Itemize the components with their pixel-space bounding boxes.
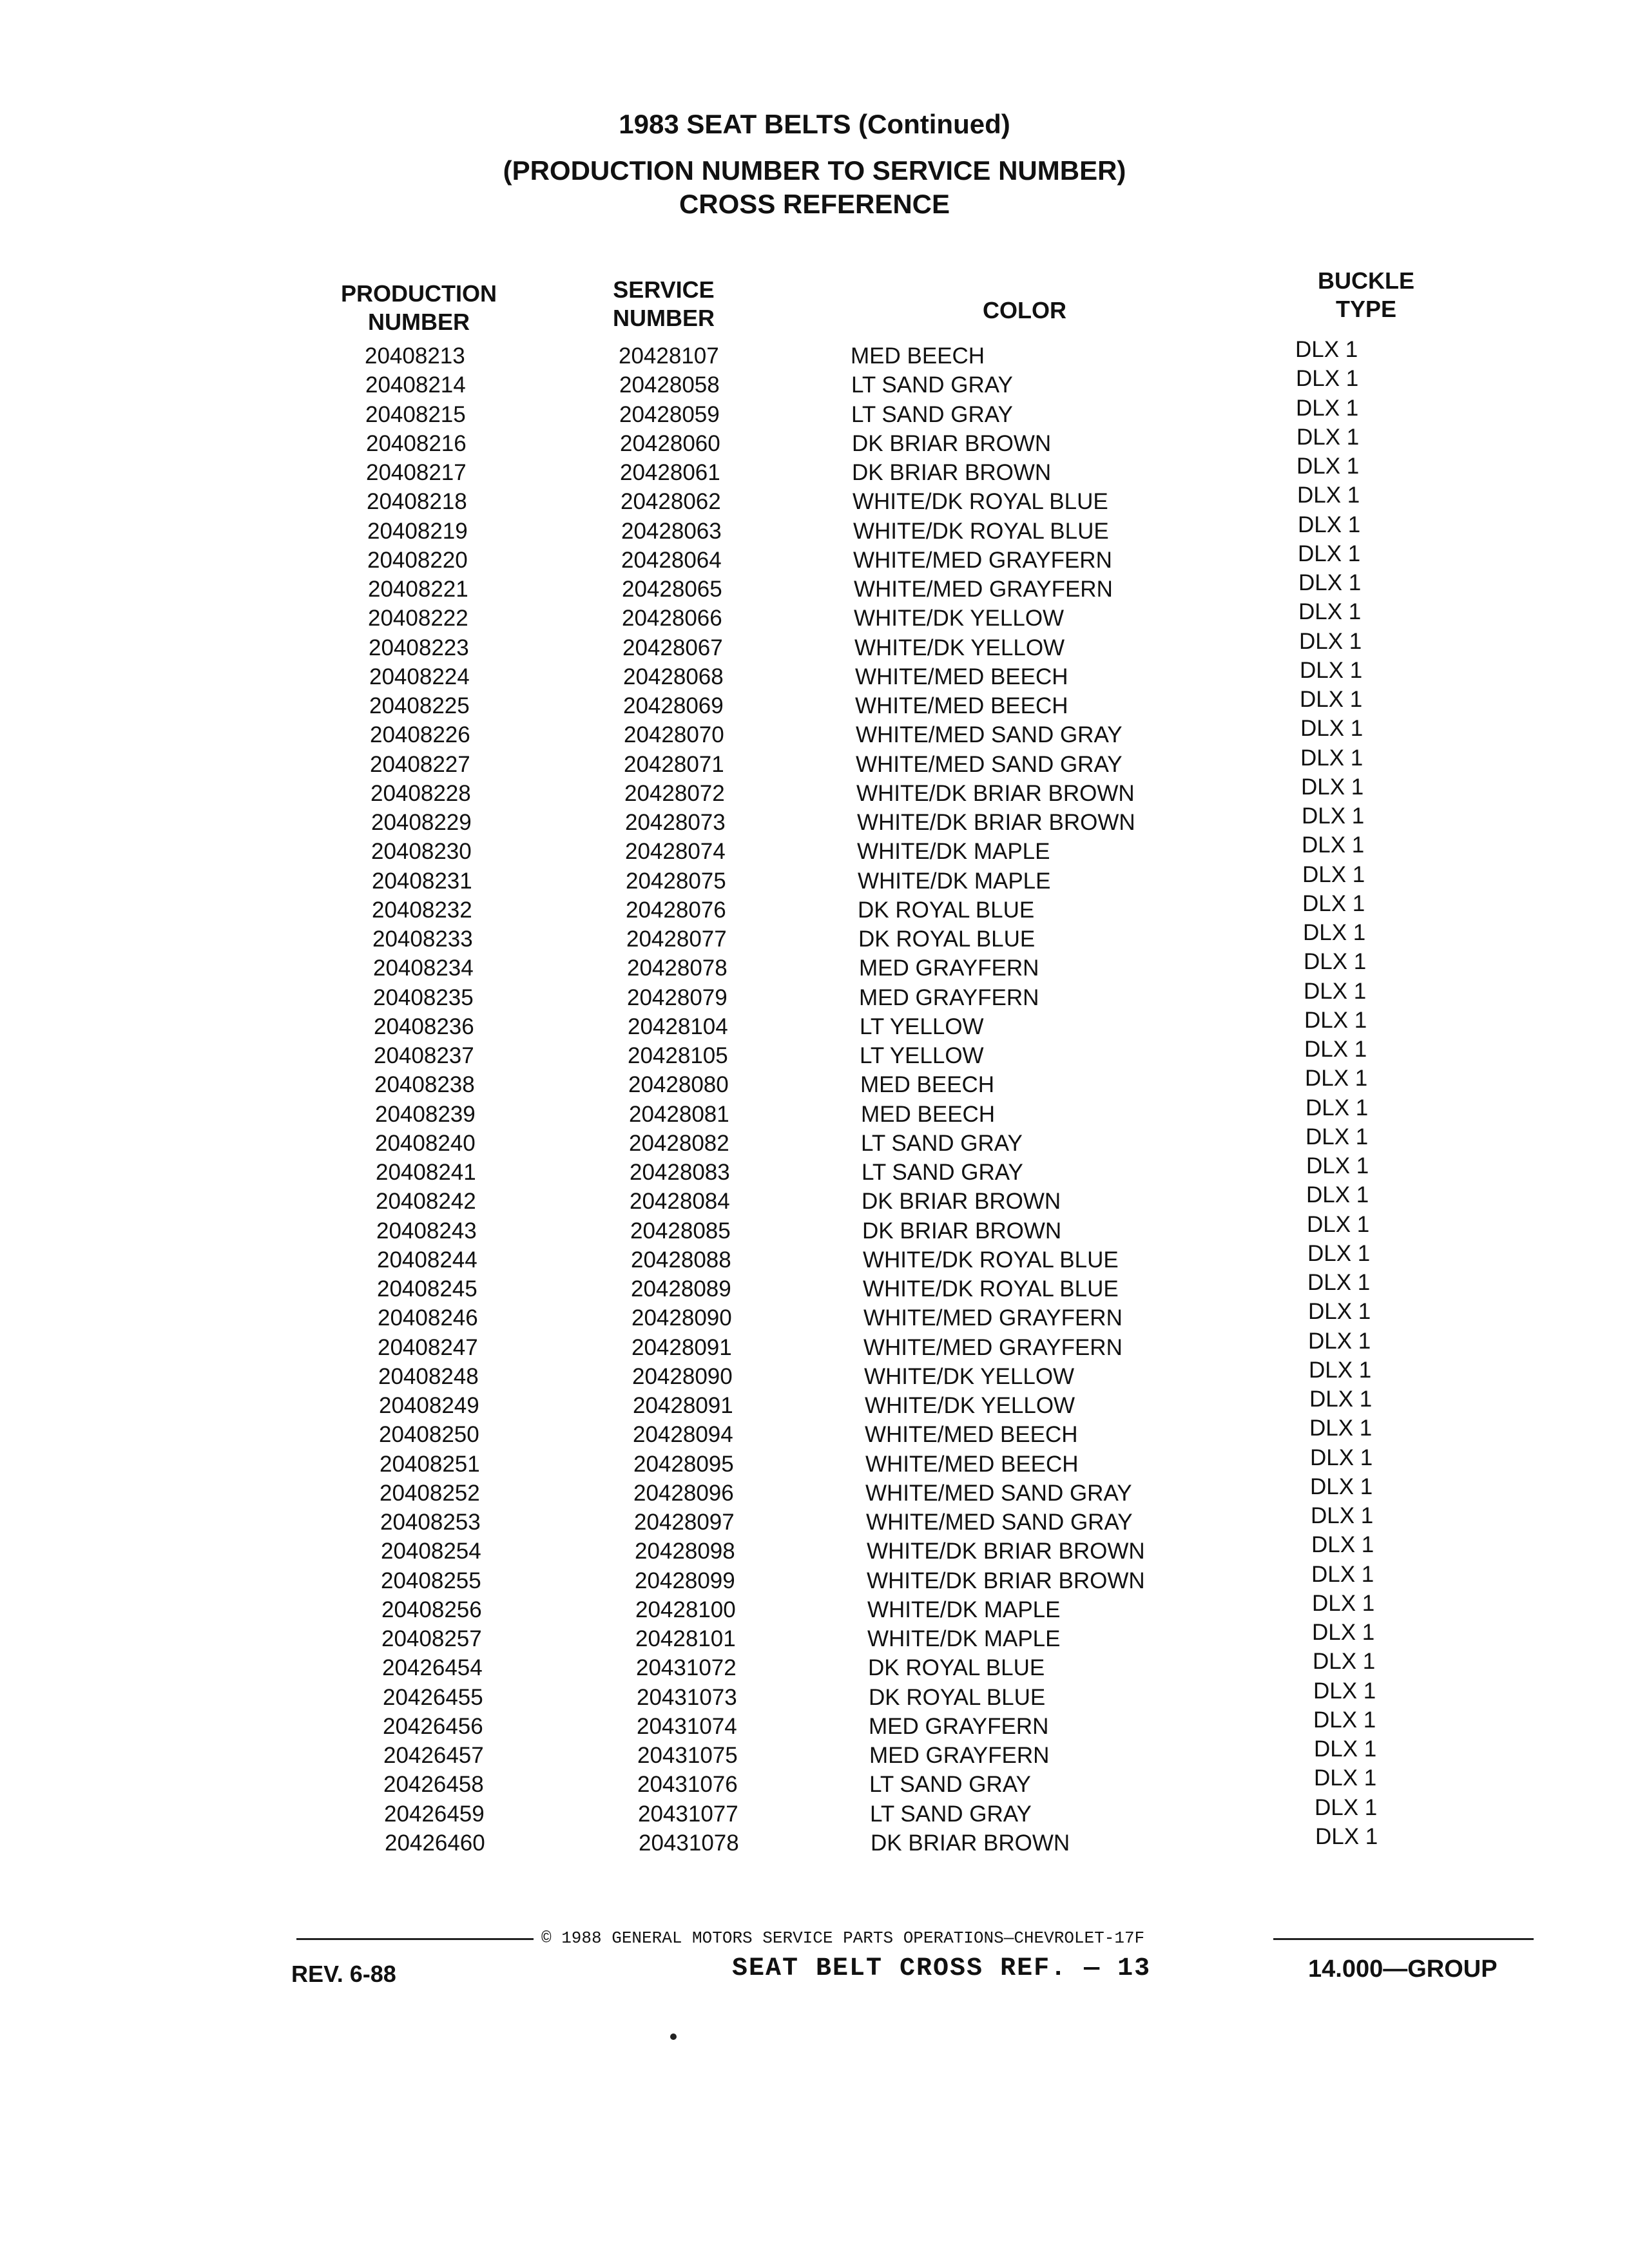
color-cell: WHITE/MED SAND GRAY — [856, 722, 1123, 748]
table-row — [0, 657, 1629, 691]
buckle-type-cell: DLX 1 — [1296, 395, 1359, 421]
service-number-cell: 20428083 — [630, 1160, 730, 1185]
color-cell: WHITE/DK ROYAL BLUE — [853, 518, 1109, 544]
color-cell: MED GRAYFERN — [859, 985, 1039, 1010]
service-number-cell: 20428074 — [625, 839, 726, 865]
table-row — [0, 628, 1629, 662]
copyright-notice: © 1988 GENERAL MOTORS SERVICE PARTS OPERATIONS—CHEVROLET-17F — [541, 1928, 1145, 1948]
table-row — [0, 1678, 1629, 1712]
table-row — [0, 1270, 1629, 1303]
footer-rule-right — [1273, 1938, 1534, 1940]
color-cell: WHITE/MED SAND GRAY — [866, 1510, 1133, 1535]
buckle-type-cell: DLX 1 — [1312, 1590, 1375, 1616]
table-row — [0, 1532, 1629, 1566]
service-number-cell: 20428104 — [628, 1014, 728, 1039]
color-cell: WHITE/DK ROYAL BLUE — [863, 1276, 1119, 1302]
color-cell: WHITE/DK BRIAR BROWN — [856, 780, 1135, 806]
color-cell: LT SAND GRAY — [851, 372, 1013, 398]
color-cell: DK ROYAL BLUE — [869, 1684, 1046, 1710]
buckle-type-cell: DLX 1 — [1315, 1794, 1378, 1820]
production-number-cell: 20408224 — [369, 664, 470, 689]
buckle-type-cell: DLX 1 — [1304, 1007, 1367, 1033]
color-cell: DK BRIAR BROWN — [862, 1218, 1062, 1244]
color-cell: WHITE/MED BEECH — [865, 1422, 1078, 1448]
table-row — [0, 1765, 1629, 1799]
table-row — [0, 570, 1629, 604]
color-cell: WHITE/MED GRAYFERN — [853, 547, 1112, 573]
table-row — [0, 803, 1629, 837]
service-number-cell: 20428098 — [635, 1539, 735, 1564]
production-number-cell: 20408246 — [378, 1305, 478, 1331]
production-number-cell: 20408247 — [378, 1334, 478, 1360]
service-number-cell: 20428078 — [627, 956, 728, 981]
production-number-cell: 20408231 — [372, 868, 472, 894]
production-number-cell: 20408251 — [380, 1451, 480, 1477]
buckle-type-cell: DLX 1 — [1295, 337, 1358, 362]
table-row — [0, 1240, 1629, 1274]
page-title: 1983 SEAT BELTS (Continued) — [619, 109, 1010, 139]
buckle-type-cell: DLX 1 — [1296, 454, 1360, 479]
service-number-cell: 20431077 — [638, 1801, 738, 1827]
buckle-type-cell: DLX 1 — [1300, 657, 1363, 683]
color-cell: WHITE/DK BRIAR BROWN — [867, 1539, 1145, 1564]
service-number-cell: 20428077 — [626, 927, 727, 952]
service-number-cell: 20428099 — [635, 1568, 735, 1593]
production-number-cell: 20408252 — [380, 1480, 480, 1506]
color-cell: WHITE/DK BRIAR BROWN — [867, 1568, 1145, 1593]
production-number-cell: 20408230 — [371, 839, 472, 865]
production-number-cell: 20408225 — [369, 693, 470, 718]
buckle-type-cell: DLX 1 — [1302, 832, 1365, 858]
buckle-type-cell: DLX 1 — [1304, 978, 1367, 1004]
buckle-type-cell: DLX 1 — [1309, 1387, 1373, 1412]
table-row — [0, 890, 1629, 925]
buckle-type-cell: DLX 1 — [1299, 628, 1362, 654]
color-cell: LT SAND GRAY — [861, 1130, 1023, 1156]
buckle-type-cell: DLX 1 — [1312, 1620, 1375, 1645]
service-number-cell: 20428062 — [621, 489, 721, 515]
production-number-cell: 20426458 — [383, 1772, 484, 1798]
buckle-type-cell: DLX 1 — [1301, 774, 1364, 800]
table-row — [0, 745, 1629, 779]
service-number-cell: 20428063 — [621, 518, 722, 544]
section-title: SEAT BELT CROSS REF. — 13 — [732, 1954, 1152, 1983]
production-number-cell: 20408232 — [372, 897, 472, 923]
buckle-type-cell: DLX 1 — [1298, 541, 1361, 566]
buckle-type-cell: DLX 1 — [1296, 366, 1359, 392]
table-row — [0, 1037, 1629, 1070]
buckle-type-cell: DLX 1 — [1307, 1270, 1371, 1295]
production-number-cell: 20408244 — [377, 1247, 477, 1273]
service-number-cell: 20428073 — [625, 810, 726, 835]
production-number-cell: 20408255 — [381, 1568, 481, 1593]
service-number-cell: 20428058 — [619, 372, 720, 398]
cross-reference-table — [0, 337, 1629, 1858]
page-subtitle: (PRODUCTION NUMBER TO SERVICE NUMBER) — [503, 155, 1126, 186]
service-number-cell: 20428060 — [620, 430, 720, 456]
buckle-type-cell: DLX 1 — [1311, 1532, 1374, 1558]
production-number-cell: 20408248 — [378, 1363, 479, 1389]
color-cell: WHITE/DK ROYAL BLUE — [863, 1247, 1119, 1273]
color-cell: DK BRIAR BROWN — [862, 1189, 1061, 1215]
production-number-cell: 20408227 — [370, 751, 470, 777]
table-row — [0, 1561, 1629, 1595]
color-cell: WHITE/DK YELLOW — [854, 635, 1065, 660]
table-row — [0, 1823, 1629, 1858]
production-number-cell: 20408256 — [381, 1597, 482, 1622]
production-number-cell: 20408238 — [374, 1072, 475, 1098]
production-number-cell: 20408243 — [376, 1218, 477, 1244]
service-number-cell: 20428097 — [634, 1510, 735, 1535]
table-row — [0, 337, 1629, 370]
color-cell: WHITE/MED GRAYFERN — [863, 1305, 1123, 1331]
buckle-type-cell: DLX 1 — [1302, 803, 1365, 829]
service-number-cell: 20428072 — [624, 780, 725, 806]
buckle-type-cell: DLX 1 — [1302, 890, 1365, 916]
revision-label: REV. 6-88 — [291, 1961, 396, 1987]
color-cell: MED BEECH — [861, 1101, 996, 1127]
header-buckle-line1: BUCKLE — [1318, 267, 1414, 294]
service-number-cell: 20428082 — [629, 1130, 729, 1156]
production-number-cell: 20408242 — [376, 1189, 476, 1215]
service-number-cell: 20428076 — [626, 897, 726, 923]
color-cell: WHITE/DK MAPLE — [858, 868, 1051, 894]
table-row — [0, 920, 1629, 954]
table-row — [0, 1153, 1629, 1187]
buckle-type-cell: DLX 1 — [1300, 687, 1363, 712]
table-row — [0, 1590, 1629, 1624]
color-cell: DK BRIAR BROWN — [852, 460, 1052, 485]
service-number-cell: 20428094 — [633, 1422, 733, 1448]
table-row — [0, 978, 1629, 1012]
table-row — [0, 1794, 1629, 1829]
buckle-type-cell: DLX 1 — [1310, 1445, 1373, 1470]
service-number-cell: 20431078 — [639, 1830, 739, 1856]
stray-dot — [670, 2033, 677, 2040]
table-row — [0, 1357, 1629, 1391]
production-number-cell: 20408249 — [379, 1393, 479, 1418]
buckle-type-cell: DLX 1 — [1310, 1474, 1373, 1499]
service-number-cell: 20428089 — [631, 1276, 731, 1302]
header-color: COLOR — [983, 297, 1066, 323]
color-cell: MED GRAYFERN — [869, 1713, 1049, 1739]
service-number-cell: 20428101 — [635, 1626, 736, 1651]
color-cell: LT SAND GRAY — [870, 1801, 1032, 1827]
production-number-cell: 20408219 — [367, 518, 468, 544]
header-production-line2: NUMBER — [368, 309, 470, 335]
production-number-cell: 20408235 — [373, 985, 474, 1010]
table-row — [0, 454, 1629, 487]
production-number-cell: 20426459 — [384, 1801, 485, 1827]
color-cell: DK ROYAL BLUE — [858, 897, 1035, 923]
header-production-line1: PRODUCTION — [341, 280, 497, 307]
table-row — [0, 1649, 1629, 1682]
buckle-type-cell: DLX 1 — [1305, 1066, 1368, 1091]
service-number-cell: 20428064 — [621, 547, 722, 573]
color-cell: WHITE/MED SAND GRAY — [856, 751, 1123, 777]
buckle-type-cell: DLX 1 — [1313, 1649, 1376, 1675]
production-number-cell: 20408241 — [376, 1160, 476, 1185]
buckle-type-cell: DLX 1 — [1298, 512, 1361, 537]
color-cell: WHITE/DK MAPLE — [857, 839, 1050, 865]
production-number-cell: 20426456 — [383, 1713, 483, 1739]
service-number-cell: 20428091 — [631, 1334, 732, 1360]
buckle-type-cell: DLX 1 — [1314, 1765, 1377, 1791]
buckle-type-cell: DLX 1 — [1298, 599, 1362, 625]
buckle-type-cell: DLX 1 — [1313, 1678, 1376, 1704]
production-number-cell: 20408217 — [366, 460, 467, 485]
buckle-type-cell: DLX 1 — [1308, 1299, 1371, 1325]
table-row — [0, 395, 1629, 429]
table-row — [0, 1007, 1629, 1041]
table-row — [0, 1211, 1629, 1245]
table-row — [0, 1474, 1629, 1508]
table-row — [0, 541, 1629, 575]
table-row — [0, 1736, 1629, 1770]
production-number-cell: 20408213 — [365, 343, 465, 369]
service-number-cell: 20428091 — [633, 1393, 733, 1418]
service-number-cell: 20428061 — [620, 460, 720, 485]
color-cell: DK ROYAL BLUE — [868, 1655, 1045, 1681]
production-number-cell: 20408245 — [377, 1276, 477, 1302]
service-number-cell: 20428079 — [627, 985, 728, 1010]
color-cell: LT SAND GRAY — [851, 401, 1013, 427]
color-cell: LT SAND GRAY — [862, 1160, 1023, 1185]
table-row — [0, 424, 1629, 458]
color-cell: WHITE/DK MAPLE — [867, 1626, 1061, 1651]
table-row — [0, 1328, 1629, 1362]
service-number-cell: 20431072 — [636, 1655, 737, 1681]
production-number-cell: 20408228 — [371, 780, 471, 806]
buckle-type-cell: DLX 1 — [1296, 424, 1360, 450]
color-cell: LT SAND GRAY — [869, 1772, 1031, 1798]
table-row — [0, 861, 1629, 896]
service-number-cell: 20431075 — [637, 1743, 738, 1768]
color-cell: LT YELLOW — [860, 1014, 984, 1039]
header-service-line2: NUMBER — [613, 305, 715, 331]
service-number-cell: 20431073 — [637, 1684, 737, 1710]
table-row — [0, 716, 1629, 749]
service-number-cell: 20428095 — [633, 1451, 734, 1477]
table-row — [0, 366, 1629, 399]
table-row — [0, 1182, 1629, 1216]
table-row — [0, 483, 1629, 516]
service-number-cell: 20428080 — [628, 1072, 729, 1098]
header-buckle-type — [1282, 267, 1450, 323]
table-row — [0, 1707, 1629, 1741]
production-number-cell: 20408218 — [367, 489, 467, 515]
production-number-cell: 20426457 — [383, 1743, 484, 1768]
buckle-type-cell: DLX 1 — [1306, 1095, 1369, 1120]
color-cell: MED GRAYFERN — [859, 956, 1039, 981]
production-number-cell: 20408250 — [379, 1422, 479, 1448]
buckle-type-cell: DLX 1 — [1297, 483, 1360, 508]
production-number-cell: 20426455 — [383, 1684, 483, 1710]
service-number-cell: 20428096 — [633, 1480, 734, 1506]
service-number-cell: 20428107 — [619, 343, 719, 369]
production-number-cell: 20408240 — [375, 1130, 476, 1156]
production-number-cell: 20408253 — [380, 1510, 481, 1535]
buckle-type-cell: DLX 1 — [1311, 1503, 1374, 1528]
buckle-type-cell: DLX 1 — [1300, 716, 1364, 742]
production-number-cell: 20408257 — [381, 1626, 482, 1651]
color-cell: WHITE/MED SAND GRAY — [865, 1480, 1132, 1506]
service-number-cell: 20428066 — [622, 606, 722, 631]
color-cell: WHITE/DK YELLOW — [854, 606, 1065, 631]
color-cell: DK BRIAR BROWN — [852, 430, 1052, 456]
page-subtitle-2: CROSS REFERENCE — [679, 189, 950, 219]
buckle-type-cell: DLX 1 — [1298, 570, 1362, 595]
buckle-type-cell: DLX 1 — [1313, 1707, 1376, 1733]
table-row — [0, 1503, 1629, 1537]
service-number-cell: 20428068 — [623, 664, 724, 689]
table-row — [0, 1445, 1629, 1479]
buckle-type-cell: DLX 1 — [1309, 1357, 1372, 1383]
table-row — [0, 774, 1629, 808]
buckle-type-cell: DLX 1 — [1306, 1182, 1369, 1208]
buckle-type-cell: DLX 1 — [1311, 1561, 1374, 1587]
header-service-number — [580, 276, 747, 332]
production-number-cell: 20408237 — [374, 1043, 474, 1068]
production-number-cell: 20408239 — [375, 1101, 476, 1127]
service-number-cell: 20428065 — [622, 577, 722, 602]
color-cell: LT YELLOW — [860, 1043, 984, 1068]
color-cell: WHITE/MED BEECH — [855, 664, 1068, 689]
color-cell: WHITE/MED BEECH — [865, 1451, 1079, 1477]
table-row — [0, 1387, 1629, 1420]
service-number-cell: 20428067 — [622, 635, 723, 660]
header-buckle-line2: TYPE — [1335, 296, 1397, 322]
buckle-type-cell: DLX 1 — [1307, 1211, 1370, 1237]
buckle-type-cell: DLX 1 — [1307, 1240, 1371, 1266]
production-number-cell: 20408233 — [372, 927, 473, 952]
table-row — [0, 1066, 1629, 1099]
table-row — [0, 1299, 1629, 1332]
production-number-cell: 20408221 — [368, 577, 468, 602]
production-number-cell: 20408236 — [374, 1014, 474, 1039]
table-row — [0, 1620, 1629, 1653]
color-cell: MED GRAYFERN — [869, 1743, 1050, 1768]
color-cell: WHITE/MED BEECH — [855, 693, 1068, 718]
header-production-number — [322, 280, 516, 336]
table-row — [0, 1124, 1629, 1158]
service-number-cell: 20428059 — [619, 401, 720, 427]
service-number-cell: 20428075 — [626, 868, 726, 894]
table-row — [0, 1095, 1629, 1129]
color-cell: WHITE/DK MAPLE — [867, 1597, 1061, 1622]
footer-rule-left — [296, 1938, 534, 1940]
color-cell: DK ROYAL BLUE — [858, 927, 1036, 952]
color-cell: WHITE/DK YELLOW — [864, 1363, 1075, 1389]
table-row — [0, 949, 1629, 983]
buckle-type-cell: DLX 1 — [1303, 920, 1366, 945]
group-number: 14.000—GROUP — [1308, 1956, 1498, 1983]
production-number-cell: 20408254 — [381, 1539, 481, 1564]
buckle-type-cell: DLX 1 — [1314, 1736, 1377, 1762]
buckle-type-cell: DLX 1 — [1300, 745, 1364, 771]
color-cell: WHITE/DK YELLOW — [865, 1393, 1075, 1418]
color-cell: WHITE/MED GRAYFERN — [863, 1334, 1123, 1360]
color-cell: WHITE/MED GRAYFERN — [854, 577, 1113, 602]
service-number-cell: 20428090 — [632, 1363, 733, 1389]
production-number-cell: 20408229 — [371, 810, 472, 835]
production-number-cell: 20408226 — [370, 722, 470, 748]
buckle-type-cell: DLX 1 — [1306, 1153, 1369, 1178]
production-number-cell: 20408220 — [367, 547, 468, 573]
color-cell: DK BRIAR BROWN — [871, 1830, 1070, 1856]
production-number-cell: 20426460 — [385, 1830, 485, 1856]
service-number-cell: 20431074 — [637, 1713, 737, 1739]
service-number-cell: 20428084 — [630, 1189, 730, 1215]
buckle-type-cell: DLX 1 — [1308, 1328, 1371, 1354]
buckle-type-cell: DLX 1 — [1302, 861, 1365, 887]
production-number-cell: 20408234 — [373, 956, 474, 981]
service-number-cell: 20431076 — [637, 1772, 738, 1798]
production-number-cell: 20408216 — [366, 430, 467, 456]
service-number-cell: 20428088 — [631, 1247, 731, 1273]
buckle-type-cell: DLX 1 — [1315, 1823, 1378, 1849]
service-number-cell: 20428081 — [629, 1101, 729, 1127]
service-number-cell: 20428085 — [630, 1218, 731, 1244]
production-number-cell: 20408223 — [369, 635, 469, 660]
table-row — [0, 832, 1629, 866]
production-number-cell: 20426454 — [382, 1655, 483, 1681]
service-number-cell: 20428090 — [631, 1305, 732, 1331]
service-number-cell: 20428100 — [635, 1597, 736, 1622]
service-number-cell: 20428070 — [624, 722, 724, 748]
color-cell: MED BEECH — [860, 1072, 995, 1098]
service-number-cell: 20428069 — [623, 693, 724, 718]
buckle-type-cell: DLX 1 — [1309, 1416, 1373, 1441]
table-row — [0, 512, 1629, 546]
color-cell: WHITE/DK BRIAR BROWN — [857, 810, 1135, 835]
buckle-type-cell: DLX 1 — [1304, 949, 1367, 975]
table-row — [0, 687, 1629, 720]
production-number-cell: 20408215 — [365, 401, 466, 427]
table-row — [0, 1416, 1629, 1449]
service-number-cell: 20428071 — [624, 751, 724, 777]
color-cell: MED BEECH — [851, 343, 985, 369]
production-number-cell: 20408222 — [368, 606, 468, 631]
service-number-cell: 20428105 — [628, 1043, 728, 1068]
buckle-type-cell: DLX 1 — [1304, 1037, 1367, 1062]
production-number-cell: 20408214 — [365, 372, 466, 398]
table-row — [0, 599, 1629, 633]
color-cell: WHITE/DK ROYAL BLUE — [853, 489, 1108, 515]
buckle-type-cell: DLX 1 — [1306, 1124, 1369, 1149]
header-service-line1: SERVICE — [613, 276, 715, 303]
